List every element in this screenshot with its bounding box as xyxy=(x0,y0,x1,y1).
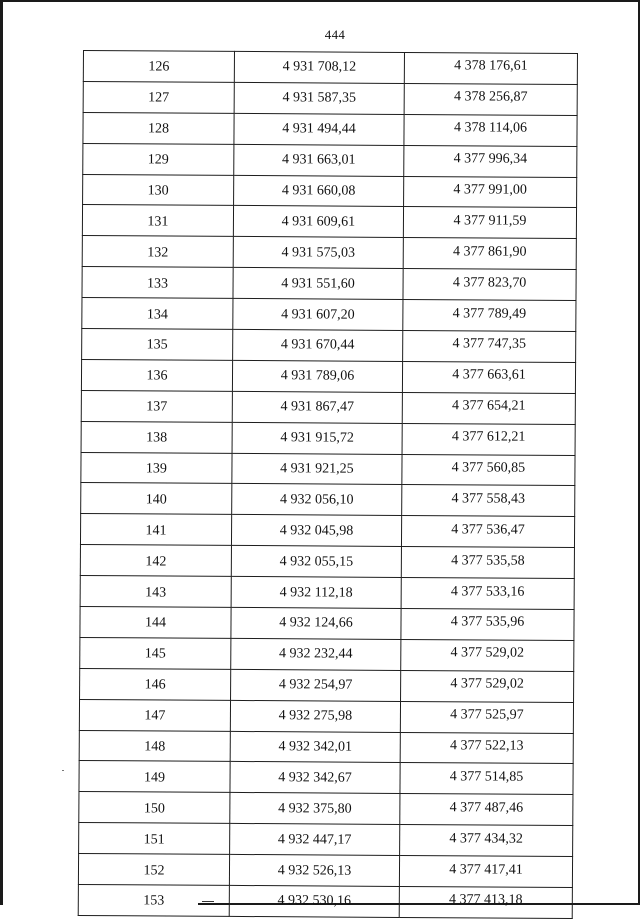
y-coordinate-cell: 4 377 535,58 xyxy=(401,547,574,579)
point-number-cell: 147 xyxy=(79,699,230,731)
x-coordinate-cell: 4 931 575,03 xyxy=(233,237,403,269)
y-coordinate-cell: 4 377 417,41 xyxy=(399,856,572,888)
table-row xyxy=(81,483,575,517)
table-row xyxy=(80,545,574,579)
point-number-cell: 142 xyxy=(80,545,231,577)
y-coordinate-cell: 4 377 654,21 xyxy=(402,392,575,424)
point-number-cell: 152 xyxy=(78,854,229,886)
y-coordinate-cell: 4 377 535,96 xyxy=(401,608,574,640)
scan-artifact-speck xyxy=(62,770,64,771)
point-number-cell: 135 xyxy=(82,329,233,361)
x-coordinate-cell: 4 931 607,20 xyxy=(233,299,403,331)
y-coordinate-cell: 4 377 612,21 xyxy=(402,423,575,455)
table-row xyxy=(82,267,576,301)
x-coordinate-cell: 4 932 342,01 xyxy=(230,731,400,763)
point-number-cell: 151 xyxy=(79,823,230,855)
point-number-cell: 139 xyxy=(81,452,232,484)
point-number-cell: 132 xyxy=(82,236,233,268)
scan-border-top xyxy=(0,0,640,2)
point-number-cell: 129 xyxy=(83,143,234,175)
point-number-cell: 136 xyxy=(81,359,232,391)
x-coordinate-cell: 4 932 254,97 xyxy=(231,669,401,701)
table-row xyxy=(81,359,575,393)
table-row xyxy=(80,668,574,702)
x-coordinate-cell: 4 931 551,60 xyxy=(233,268,403,300)
coordinates-table xyxy=(78,50,578,919)
point-number-cell: 141 xyxy=(80,514,231,546)
table-row xyxy=(83,81,577,115)
table-row xyxy=(80,514,574,548)
x-coordinate-cell: 4 932 124,66 xyxy=(231,607,401,639)
point-number-cell: 143 xyxy=(80,576,231,608)
y-coordinate-cell: 4 377 434,32 xyxy=(400,825,573,857)
x-coordinate-cell: 4 932 530,16 xyxy=(229,885,399,917)
coordinates-table-body xyxy=(78,51,577,919)
scan-border-left xyxy=(0,0,3,905)
point-number-cell: 127 xyxy=(83,81,234,113)
table-row xyxy=(79,730,573,764)
x-coordinate-cell: 4 932 232,44 xyxy=(231,638,401,670)
y-coordinate-cell: 4 377 747,35 xyxy=(403,330,576,362)
table-row xyxy=(82,205,576,239)
table-row xyxy=(83,143,577,177)
point-number-cell: 149 xyxy=(79,761,230,793)
point-number-cell: 137 xyxy=(81,390,232,422)
table-row xyxy=(83,51,577,85)
y-coordinate-cell: 4 377 861,90 xyxy=(403,238,576,270)
table-row xyxy=(81,452,575,486)
table-row xyxy=(79,761,573,795)
y-coordinate-cell: 4 377 558,43 xyxy=(402,485,575,517)
y-coordinate-cell: 4 378 176,61 xyxy=(404,52,577,84)
y-coordinate-cell: 4 377 823,70 xyxy=(403,269,576,301)
table-row xyxy=(80,576,574,610)
y-coordinate-cell: 4 377 789,49 xyxy=(403,300,576,332)
x-coordinate-cell: 4 931 921,25 xyxy=(232,453,402,485)
x-coordinate-cell: 4 932 055,15 xyxy=(231,546,401,578)
point-number-cell: 148 xyxy=(79,730,230,762)
y-coordinate-cell: 4 377 911,59 xyxy=(403,207,576,239)
table-row xyxy=(79,699,573,733)
point-number-cell: 153 xyxy=(78,885,229,917)
point-number-cell: 134 xyxy=(82,298,233,330)
table-row xyxy=(82,329,576,363)
y-coordinate-cell: 4 377 413,18 xyxy=(399,886,572,918)
point-number-cell: 126 xyxy=(83,51,234,83)
y-coordinate-cell: 4 377 529,02 xyxy=(401,639,574,671)
y-coordinate-cell: 4 377 487,46 xyxy=(400,794,573,826)
x-coordinate-cell: 4 931 587,35 xyxy=(234,82,404,114)
point-number-cell: 150 xyxy=(79,792,230,824)
x-coordinate-cell: 4 931 609,61 xyxy=(233,206,403,238)
x-coordinate-cell: 4 932 045,98 xyxy=(231,515,401,547)
x-coordinate-cell: 4 932 112,18 xyxy=(231,577,401,609)
y-coordinate-cell: 4 377 536,47 xyxy=(401,516,574,548)
x-coordinate-cell: 4 932 375,80 xyxy=(230,793,400,825)
y-coordinate-cell: 4 377 533,16 xyxy=(401,578,574,610)
x-coordinate-cell: 4 931 663,01 xyxy=(234,144,404,176)
y-coordinate-cell: 4 377 991,00 xyxy=(404,176,577,208)
x-coordinate-cell: 4 932 447,17 xyxy=(230,824,400,856)
table-row xyxy=(82,298,576,332)
table-row xyxy=(81,421,575,455)
y-coordinate-cell: 4 378 256,87 xyxy=(404,83,577,115)
x-coordinate-cell: 4 931 660,08 xyxy=(234,175,404,207)
table-row xyxy=(81,390,575,424)
table-row xyxy=(82,236,576,270)
point-number-cell: 145 xyxy=(80,637,231,669)
table-row xyxy=(80,637,574,671)
page-number: 444 xyxy=(324,27,346,42)
x-coordinate-cell: 4 932 275,98 xyxy=(230,700,400,732)
y-coordinate-cell: 4 377 525,97 xyxy=(400,701,573,733)
y-coordinate-cell: 4 377 522,13 xyxy=(400,732,573,764)
x-coordinate-cell: 4 931 915,72 xyxy=(232,422,402,454)
x-coordinate-cell: 4 932 342,67 xyxy=(230,762,400,794)
table-row xyxy=(80,607,574,641)
point-number-cell: 130 xyxy=(83,174,234,206)
x-coordinate-cell: 4 931 670,44 xyxy=(233,329,403,361)
x-coordinate-cell: 4 932 526,13 xyxy=(229,855,399,887)
x-coordinate-cell: 4 931 867,47 xyxy=(232,391,402,423)
point-number-cell: 140 xyxy=(81,483,232,515)
table-row xyxy=(78,885,572,919)
table-row xyxy=(83,174,577,208)
y-coordinate-cell: 4 377 663,61 xyxy=(402,361,575,393)
y-coordinate-cell: 4 377 514,85 xyxy=(400,763,573,795)
y-coordinate-cell: 4 378 114,06 xyxy=(404,114,577,146)
x-coordinate-cell: 4 931 708,12 xyxy=(234,51,404,83)
point-number-cell: 133 xyxy=(82,267,233,299)
point-number-cell: 138 xyxy=(81,421,232,453)
y-coordinate-cell: 4 377 529,02 xyxy=(401,670,574,702)
table-row xyxy=(83,112,577,146)
y-coordinate-cell: 4 377 560,85 xyxy=(402,454,575,486)
y-coordinate-cell: 4 377 996,34 xyxy=(404,145,577,177)
point-number-cell: 146 xyxy=(80,668,231,700)
point-number-cell: 128 xyxy=(83,112,234,144)
x-coordinate-cell: 4 932 056,10 xyxy=(232,484,402,516)
table-row xyxy=(79,792,573,826)
point-number-cell: 144 xyxy=(80,607,231,639)
point-number-cell: 131 xyxy=(82,205,233,237)
x-coordinate-cell: 4 931 789,06 xyxy=(232,360,402,392)
x-coordinate-cell: 4 931 494,44 xyxy=(234,113,404,145)
table-row xyxy=(78,854,572,888)
table-row xyxy=(79,823,573,857)
